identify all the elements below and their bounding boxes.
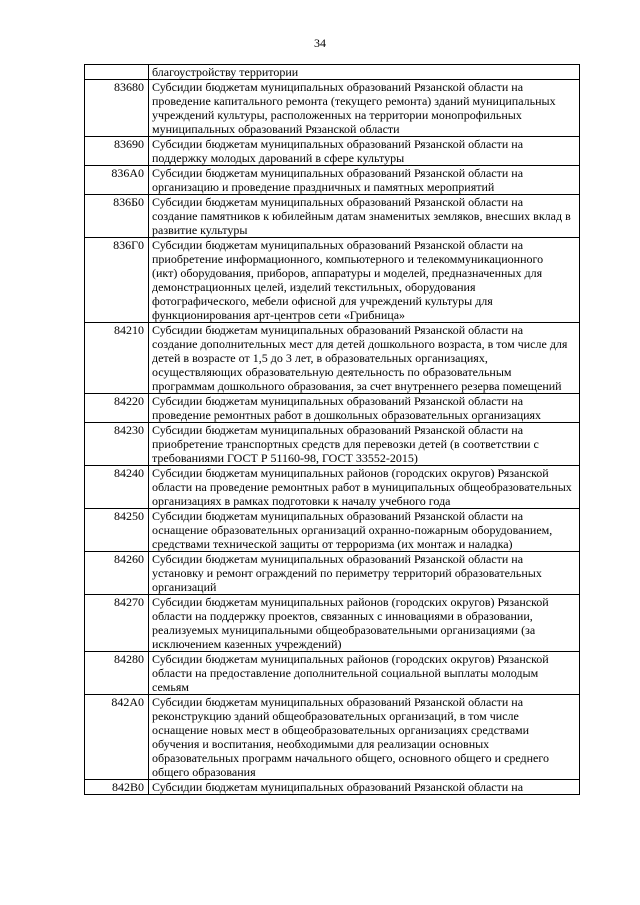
row-code: 84250 <box>85 509 149 552</box>
description-line: Субсидии бюджетам муниципальных образований Рязанской области на <box>152 423 524 437</box>
description-line: фотографического, мебели офисной для учреждений культуры для <box>152 294 493 308</box>
description-line: Субсидии бюджетам муниципальных образований Рязанской области на <box>152 323 524 337</box>
row-description <box>149 238 580 323</box>
description-line: Субсидии бюджетам муниципальных районов (городских округов) Рязанской <box>152 595 549 609</box>
description-line: благоустройству территории <box>152 65 299 79</box>
row-code: 842В0 <box>85 780 149 795</box>
description-line: установку и ремонт ограждений по периметру территорий образовательных <box>152 566 542 580</box>
table-row <box>85 780 580 795</box>
description-line: приобретение информационного, компьютерного и телекоммуникационного <box>152 252 544 266</box>
table-row <box>85 466 580 509</box>
description-line: семьям <box>152 680 189 694</box>
row-description <box>149 195 580 238</box>
row-code: 842А0 <box>85 695 149 780</box>
description-line: требованиями ГОСТ Р 51160-98, ГОСТ 33552-2015) <box>152 451 418 465</box>
description-line: реализуемых муниципальными общеобразовательными организациями (за <box>152 623 536 637</box>
row-code: 84220 <box>85 394 149 423</box>
table-row <box>85 323 580 394</box>
description-line: оснащение новых мест в общеобразовательных организациях средствами <box>152 723 530 737</box>
row-code: 83680 <box>85 80 149 137</box>
table-row <box>85 65 580 80</box>
budget-codes-table <box>84 64 580 795</box>
row-description <box>149 137 580 166</box>
row-description <box>149 652 580 695</box>
description-line: обучения и воспитания, необходимыми для реализации основных <box>152 737 490 751</box>
description-line: средствами технической защиты от терроризма (их монтаж и наладка) <box>152 537 513 551</box>
row-code: 84240 <box>85 466 149 509</box>
description-line: детей в возрасте от 1,5 до 3 лет, в образовательных организациях, <box>152 351 488 365</box>
description-line: Субсидии бюджетам муниципальных образований Рязанской области на <box>152 238 524 252</box>
description-line: Субсидии бюджетам муниципальных образований Рязанской области на <box>152 195 524 209</box>
row-description <box>149 780 580 795</box>
description-line: Субсидии бюджетам муниципальных образований Рязанской области на <box>152 780 524 794</box>
description-line: развитие культуры <box>152 223 248 237</box>
row-description <box>149 509 580 552</box>
row-code: 83690 <box>85 137 149 166</box>
row-description <box>149 80 580 137</box>
table-row <box>85 652 580 695</box>
table-row <box>85 595 580 652</box>
description-line: Субсидии бюджетам муниципальных образований Рязанской области на <box>152 695 524 709</box>
description-line: осуществляющих образовательную деятельность по образовательным <box>152 365 512 379</box>
description-line: проведение капитального ремонта (текущего ремонта) зданий муниципальных <box>152 94 556 108</box>
description-line: общего образования <box>152 765 256 779</box>
table-row <box>85 166 580 195</box>
description-line: организаций <box>152 580 217 594</box>
row-code: 84270 <box>85 595 149 652</box>
description-line: Субсидии бюджетам муниципальных образований Рязанской области на <box>152 166 524 180</box>
table-row <box>85 195 580 238</box>
description-line: Субсидии бюджетам муниципальных образований Рязанской области на <box>152 509 524 523</box>
row-code: 84260 <box>85 552 149 595</box>
description-line: организацию и проведение праздничных и памятных мероприятий <box>152 180 495 194</box>
description-line: Субсидии бюджетам муниципальных районов (городских округов) Рязанской <box>152 466 549 480</box>
table-row <box>85 552 580 595</box>
description-line: муниципальных образований Рязанской области <box>152 122 400 136</box>
table-row <box>85 238 580 323</box>
row-description <box>149 65 580 80</box>
description-line: организациях в рамках подготовки к началу учебного года <box>152 494 451 508</box>
table-row <box>85 695 580 780</box>
table-row <box>85 394 580 423</box>
description-line: реконструкцию зданий общеобразовательных организаций, в том числе <box>152 709 519 723</box>
page-number: 34 <box>314 36 326 50</box>
description-line: функционирования арт-центров сети «Грибница» <box>152 308 406 322</box>
row-code: 836Б0 <box>85 195 149 238</box>
row-description <box>149 323 580 394</box>
table-row <box>85 423 580 466</box>
row-code: 84280 <box>85 652 149 695</box>
description-line: (икт) оборудования, приборов, аппаратуры и моделей, предназначенных для <box>152 266 543 280</box>
description-line: Субсидии бюджетам муниципальных образований Рязанской области на <box>152 137 524 151</box>
description-line: области на предоставление дополнительной социальной выплаты молодым <box>152 666 539 680</box>
description-line: учреждений культуры, расположенных на территории монопрофильных <box>152 108 522 122</box>
row-code: 84230 <box>85 423 149 466</box>
description-line: Субсидии бюджетам муниципальных образований Рязанской области на <box>152 394 524 408</box>
description-line: поддержку молодых дарований в сфере культуры <box>152 151 405 165</box>
description-line: программам дошкольного образования, за счет внутреннего резерва помещений <box>152 379 562 393</box>
description-line: демонстрационных целей, изделий текстильных, оборудования <box>152 280 476 294</box>
row-code: 84210 <box>85 323 149 394</box>
description-line: проведение ремонтных работ в дошкольных образовательных организациях <box>152 408 542 422</box>
description-line: Субсидии бюджетам муниципальных районов (городских округов) Рязанской <box>152 652 549 666</box>
row-description <box>149 552 580 595</box>
table-row <box>85 80 580 137</box>
description-line: исключением казенных учреждений) <box>152 637 342 651</box>
description-line: создание памятников к юбилейным датам знаменитых земляков, внесших вклад в <box>152 209 571 223</box>
description-line: оснащение образовательных организаций охранно-пожарным оборудованием, <box>152 523 553 537</box>
description-line: создание дополнительных мест для детей дошкольного возраста, в том числе для <box>152 337 568 351</box>
description-line: области на поддержку проектов, связанных с инновациями в образовании, <box>152 609 533 623</box>
row-description <box>149 166 580 195</box>
table-row <box>85 509 580 552</box>
row-description <box>149 595 580 652</box>
description-line: приобретение транспортных средств для перевозки детей (в соответствии с <box>152 437 539 451</box>
description-line: образовательных программ начального общего, основного общего и среднего <box>152 751 549 765</box>
table-row <box>85 137 580 166</box>
row-description <box>149 466 580 509</box>
row-code: 836Г0 <box>85 238 149 323</box>
row-description <box>149 423 580 466</box>
table-body <box>85 65 580 795</box>
description-line: Субсидии бюджетам муниципальных образований Рязанской области на <box>152 552 524 566</box>
description-line: Субсидии бюджетам муниципальных образований Рязанской области на <box>152 80 524 94</box>
row-description <box>149 695 580 780</box>
row-code <box>85 65 149 80</box>
description-line: области на проведение ремонтных работ в муниципальных общеобразовательных <box>152 480 572 494</box>
row-description <box>149 394 580 423</box>
row-code: 836А0 <box>85 166 149 195</box>
